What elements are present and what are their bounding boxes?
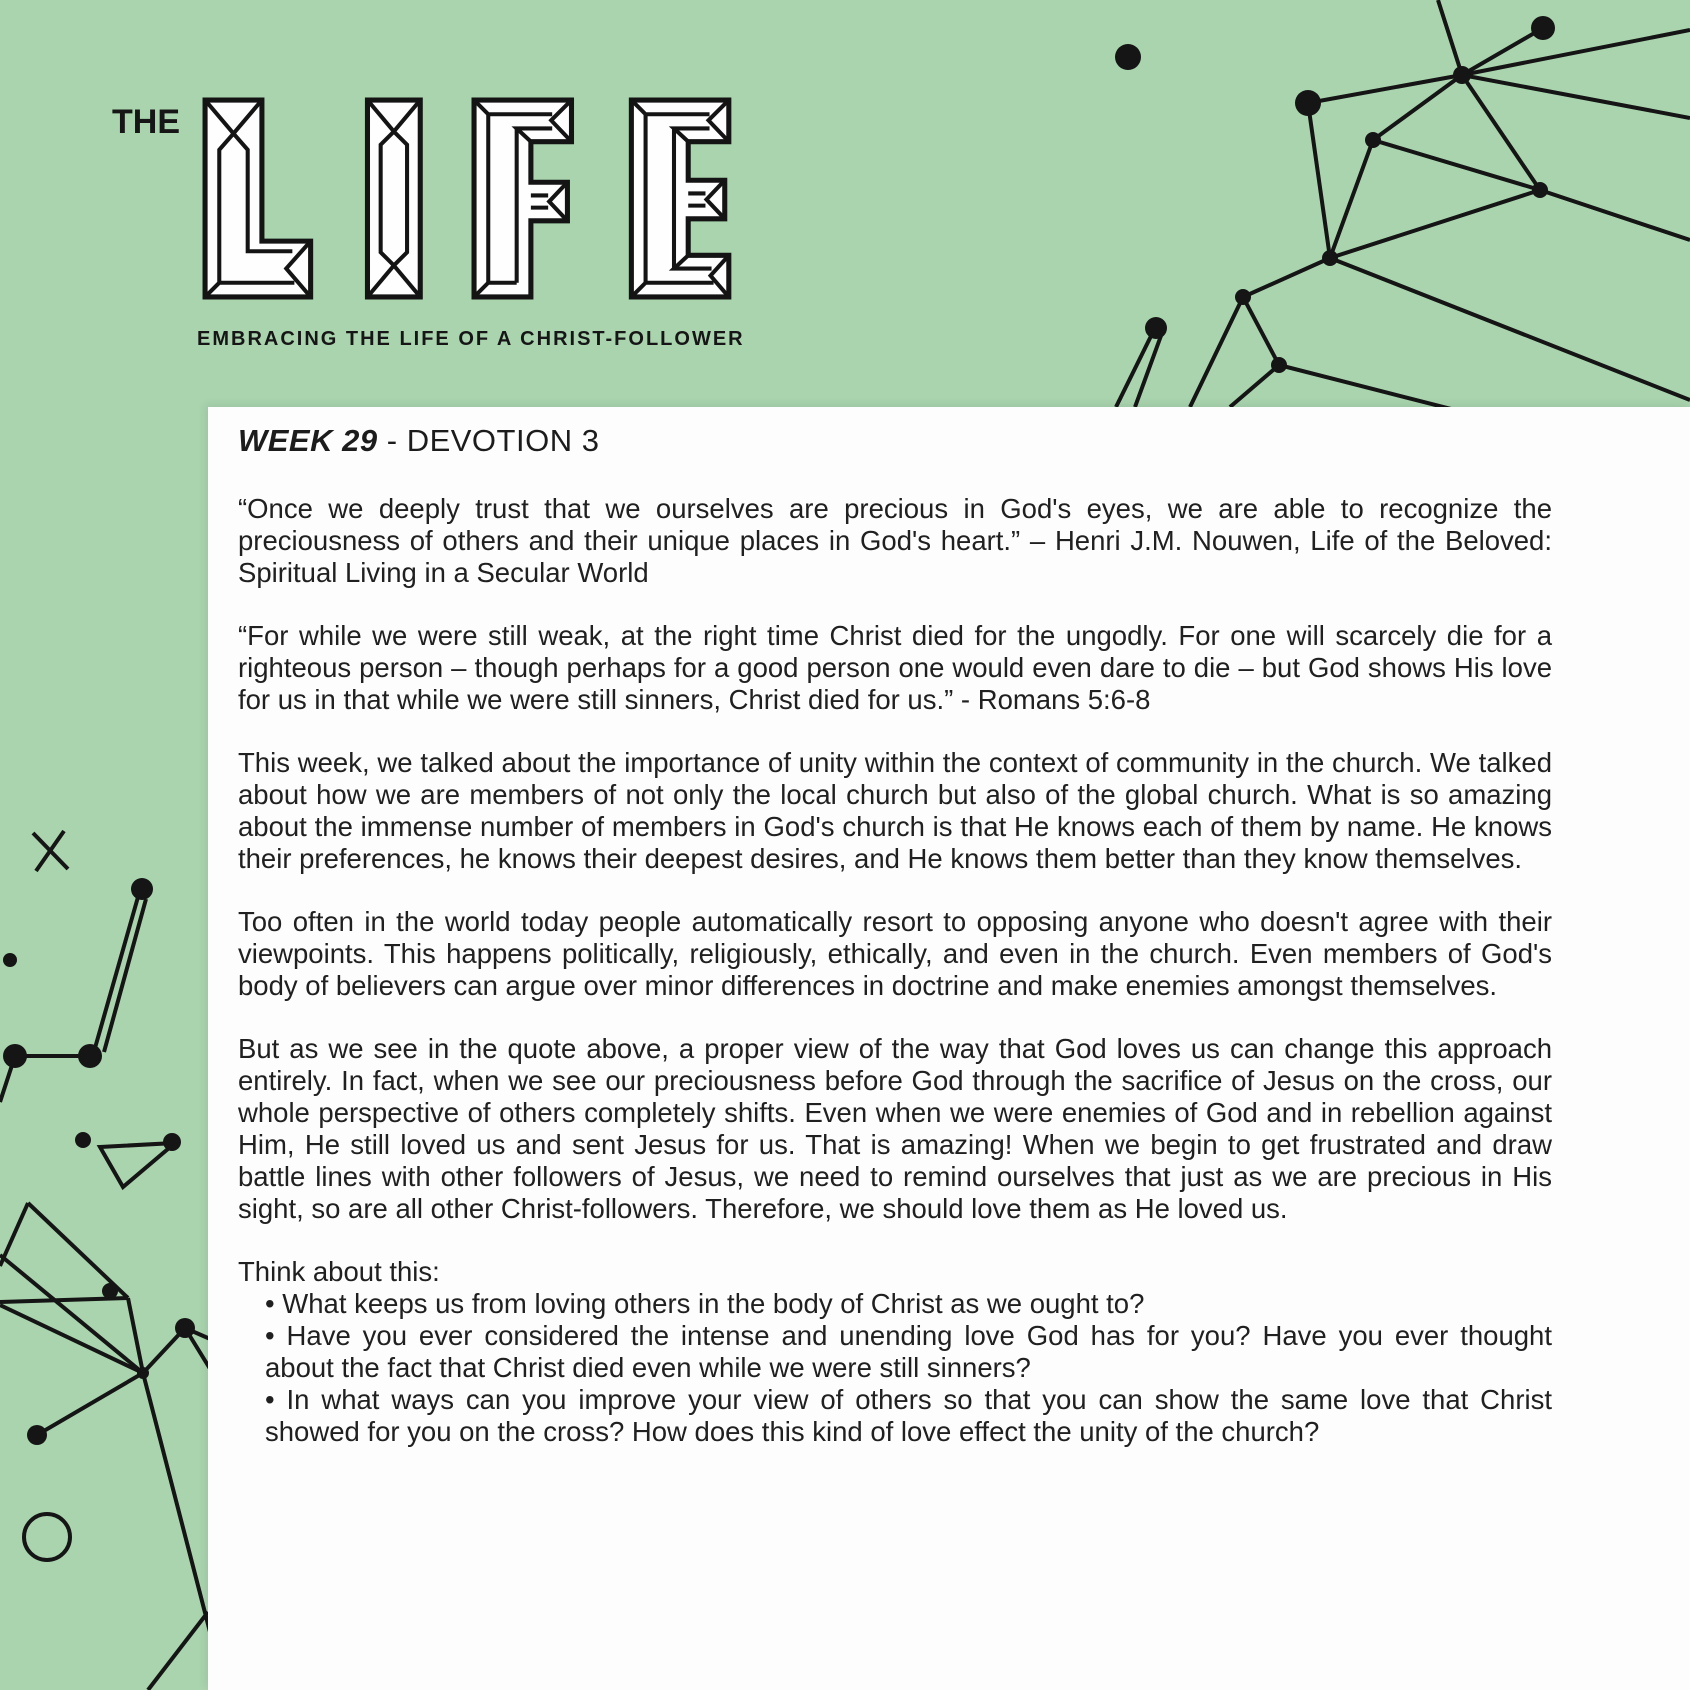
heading-separator: -: [386, 423, 398, 458]
brand-the: THE: [112, 103, 180, 141]
brand-life-wordmark: [196, 97, 746, 300]
letter-f: [474, 100, 571, 297]
paragraph-quote-nouwen: “Once we deeply trust that we ourselves are precious in God's eyes, we are able to recognize the preciousness of others and their unique places in God's heart.” – Henri J.M. Nouwen, Life of the Beloved: Spiritual Living in a Secular World: [238, 493, 1552, 588]
page-title: [238, 423, 1552, 459]
letter-e: [631, 100, 728, 297]
letter-i: [367, 100, 420, 297]
reflection-questions: [238, 1288, 1552, 1448]
paragraph-quote-romans: “For while we were still weak, at the right time Christ died for the ungodly. For one will scarcely die for a righteous person – though perhaps for a good person one would even dare to die – but God shows His love for us in that while we were still sinners, Christ died for us.” - Romans 5:6-8: [238, 620, 1552, 715]
question-item: • What keeps us from loving others in the body of Christ as we ought to?: [265, 1288, 1552, 1320]
brand-tagline: EMBRACING THE LIFE OF A CHRIST-FOLLOWER: [197, 328, 745, 350]
question-item: • Have you ever considered the intense and unending love God has for you? Have you ever thought about the fact that Christ died even while we were still sinners?: [265, 1320, 1552, 1384]
question-item: • In what ways can you improve your view of others so that you can show the same love that Christ showed for you on the cross? How does this kind of love effect the unity of the church?: [265, 1384, 1552, 1448]
paragraph-body: But as we see in the quote above, a proper view of the way that God loves us can change this approach entirely. In fact, when we see our preciousness before God through the sacrifice of Jesus on the cross, our whole perspective of others completely shifts. Even when we were enemies of God and in rebellion against Him, He still loved us and sent Jesus for us. That is amazing! When we begin to get frustrated and draw battle lines with other followers of Jesus, we need to remind ourselves that just as we are precious in His sight, so are all other Christ-followers. Therefore, we should love them as He loved us.: [238, 1033, 1552, 1224]
devotion-label: DEVOTION 3: [406, 423, 600, 458]
think-about-this-intro: Think about this:: [238, 1256, 440, 1287]
paragraph-body: This week, we talked about the importance of unity within the context of community in the church. We talked about how we are members of not only the local church but also of the global church. What is so amazing about the immense number of members in God's church is that He knows each of them by name. He knows their preferences, he knows their deepest desires, and He knows them better than they know themselves.: [238, 747, 1552, 874]
content-panel: [208, 407, 1690, 1690]
paragraph-body: Too often in the world today people automatically resort to opposing anyone who doesn't agree with their viewpoints. This happens politically, religiously, ethically, and even in the church. Even members of God's body of believers can argue over minor differences in doctrine and make enemies amongst themselves.: [238, 906, 1552, 1001]
week-label: WEEK 29: [238, 423, 378, 458]
letter-l: [205, 100, 311, 297]
